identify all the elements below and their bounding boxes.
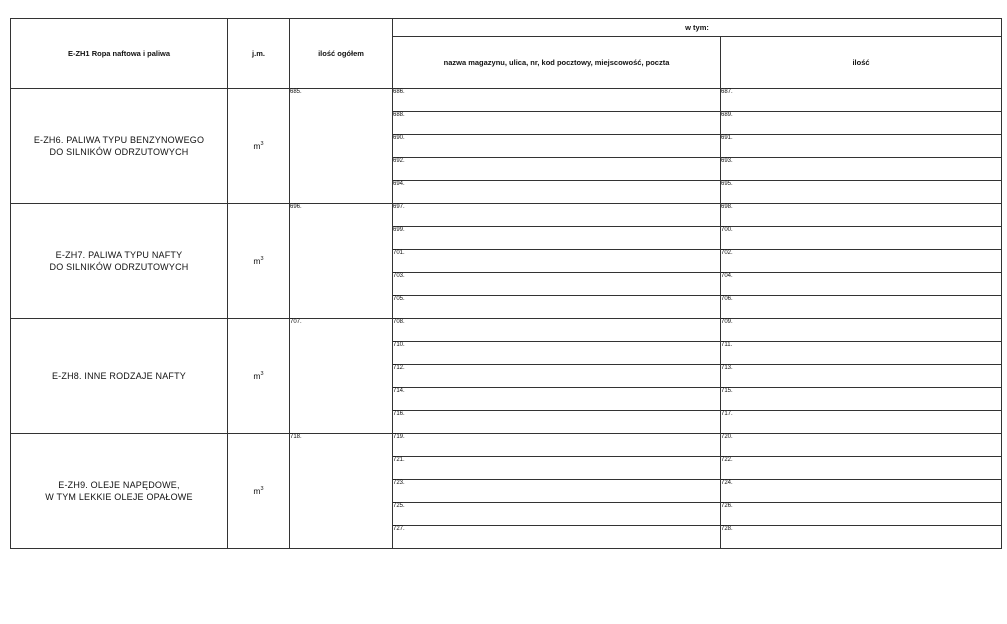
location-field[interactable] bbox=[393, 89, 721, 112]
location-field[interactable] bbox=[393, 227, 721, 250]
location-field[interactable] bbox=[393, 250, 721, 273]
category-name bbox=[11, 434, 228, 549]
field-number: 727. bbox=[393, 526, 405, 532]
field-number: 698. bbox=[721, 204, 733, 210]
field-number: 722. bbox=[721, 457, 733, 463]
field-number: 697. bbox=[393, 204, 405, 210]
location-field[interactable] bbox=[393, 411, 721, 434]
field-number: 717. bbox=[721, 411, 733, 417]
field-number: 685. bbox=[290, 89, 302, 95]
unit-label: m bbox=[253, 486, 261, 496]
location-field[interactable] bbox=[393, 434, 721, 457]
field-number: 700. bbox=[721, 227, 733, 233]
header-quantity: ilość bbox=[721, 37, 1002, 89]
location-field[interactable] bbox=[393, 158, 721, 181]
quantity-field[interactable] bbox=[721, 480, 1002, 503]
field-number: 726. bbox=[721, 503, 733, 509]
field-number: 716. bbox=[393, 411, 405, 417]
field-number: 691. bbox=[721, 135, 733, 141]
header-group-of-which: w tym: bbox=[393, 19, 1002, 37]
table-row bbox=[11, 319, 1002, 342]
quantity-field[interactable] bbox=[721, 296, 1002, 319]
field-number: 690. bbox=[393, 135, 405, 141]
location-field[interactable] bbox=[393, 388, 721, 411]
table-row bbox=[11, 434, 1002, 457]
field-number: 710. bbox=[393, 342, 405, 348]
quantity-field[interactable] bbox=[721, 342, 1002, 365]
quantity-field[interactable] bbox=[721, 112, 1002, 135]
category-name-line1: E-ZH7. PALIWA TYPU NAFTY bbox=[55, 250, 183, 260]
field-number: 718. bbox=[290, 434, 302, 440]
field-number: 707. bbox=[290, 319, 302, 325]
quantity-field[interactable] bbox=[721, 365, 1002, 388]
field-number: 694. bbox=[393, 181, 405, 187]
field-number: 702. bbox=[721, 250, 733, 256]
quantity-field[interactable] bbox=[721, 204, 1002, 227]
quantity-field[interactable] bbox=[721, 388, 1002, 411]
location-field[interactable] bbox=[393, 457, 721, 480]
field-number: 692. bbox=[393, 158, 405, 164]
location-field[interactable] bbox=[393, 181, 721, 204]
field-number: 701. bbox=[393, 250, 405, 256]
location-field[interactable] bbox=[393, 480, 721, 503]
category-name bbox=[11, 89, 228, 204]
field-number: 713. bbox=[721, 365, 733, 371]
table-body bbox=[11, 89, 1002, 549]
unit-cell bbox=[228, 319, 290, 434]
unit-exponent: 3 bbox=[260, 256, 264, 263]
location-field[interactable] bbox=[393, 296, 721, 319]
unit-cell bbox=[228, 89, 290, 204]
total-quantity-field[interactable] bbox=[290, 434, 393, 549]
quantity-field[interactable] bbox=[721, 250, 1002, 273]
field-number: 705. bbox=[393, 296, 405, 302]
field-number: 696. bbox=[290, 204, 302, 210]
unit-cell bbox=[228, 204, 290, 319]
quantity-field[interactable] bbox=[721, 411, 1002, 434]
field-number: 725. bbox=[393, 503, 405, 509]
field-number: 708. bbox=[393, 319, 405, 325]
quantity-field[interactable] bbox=[721, 227, 1002, 250]
field-number: 688. bbox=[393, 112, 405, 118]
total-quantity-field[interactable] bbox=[290, 319, 393, 434]
category-name bbox=[11, 204, 228, 319]
total-quantity-field[interactable] bbox=[290, 204, 393, 319]
location-field[interactable] bbox=[393, 204, 721, 227]
category-name-line1: E-ZH6. PALIWA TYPU BENZYNOWEGO bbox=[33, 135, 205, 145]
quantity-field[interactable] bbox=[721, 158, 1002, 181]
unit-exponent: 3 bbox=[260, 371, 264, 378]
field-number: 699. bbox=[393, 227, 405, 233]
field-number: 686. bbox=[393, 89, 405, 95]
location-field[interactable] bbox=[393, 112, 721, 135]
unit-exponent: 3 bbox=[260, 141, 264, 148]
field-number: 712. bbox=[393, 365, 405, 371]
unit-exponent: 3 bbox=[260, 486, 264, 493]
field-number: 721. bbox=[393, 457, 405, 463]
header-total: ilość ogółem bbox=[290, 19, 393, 89]
category-name-line2: W TYM LEKKIE OLEJE OPAŁOWE bbox=[45, 492, 193, 502]
field-number: 687. bbox=[721, 89, 733, 95]
quantity-field[interactable] bbox=[721, 434, 1002, 457]
quantity-field[interactable] bbox=[721, 89, 1002, 112]
category-name-line1: E-ZH8. INNE RODZAJE NAFTY bbox=[51, 371, 186, 381]
field-number: 689. bbox=[721, 112, 733, 118]
field-number: 728. bbox=[721, 526, 733, 532]
quantity-field[interactable] bbox=[721, 503, 1002, 526]
field-number: 715. bbox=[721, 388, 733, 394]
quantity-field[interactable] bbox=[721, 135, 1002, 158]
field-number: 703. bbox=[393, 273, 405, 279]
location-field[interactable] bbox=[393, 319, 721, 342]
field-number: 695. bbox=[721, 181, 733, 187]
unit-label: m bbox=[253, 141, 261, 151]
location-field[interactable] bbox=[393, 135, 721, 158]
field-number: 724. bbox=[721, 480, 733, 486]
total-quantity-field[interactable] bbox=[290, 89, 393, 204]
location-field[interactable] bbox=[393, 526, 721, 549]
unit-cell bbox=[228, 434, 290, 549]
location-field[interactable] bbox=[393, 503, 721, 526]
location-field[interactable] bbox=[393, 365, 721, 388]
field-number: 709. bbox=[721, 319, 733, 325]
quantity-field[interactable] bbox=[721, 319, 1002, 342]
category-name-line2: DO SILNIKÓW ODRZUTOWYCH bbox=[49, 147, 189, 157]
quantity-field[interactable] bbox=[721, 526, 1002, 549]
fuel-storage-table bbox=[10, 18, 1002, 549]
field-number: 719. bbox=[393, 434, 405, 440]
field-number: 723. bbox=[393, 480, 405, 486]
category-name-line2: DO SILNIKÓW ODRZUTOWYCH bbox=[49, 262, 189, 272]
header-category: E-ZH1 Ropa naftowa i paliwa bbox=[11, 19, 228, 89]
unit-label: m bbox=[253, 371, 261, 381]
quantity-field[interactable] bbox=[721, 181, 1002, 204]
field-number: 693. bbox=[721, 158, 733, 164]
quantity-field[interactable] bbox=[721, 273, 1002, 296]
field-number: 706. bbox=[721, 296, 733, 302]
location-field[interactable] bbox=[393, 273, 721, 296]
table-row bbox=[11, 89, 1002, 112]
field-number: 714. bbox=[393, 388, 405, 394]
table-row bbox=[11, 204, 1002, 227]
header-unit: j.m. bbox=[228, 19, 290, 89]
field-number: 711. bbox=[721, 342, 733, 348]
category-name-line1: E-ZH9. OLEJE NAPĘDOWE, bbox=[58, 480, 180, 490]
header-location: nazwa magazynu, ulica, nr, kod pocztowy, miejscowość, poczta bbox=[393, 37, 721, 89]
location-field[interactable] bbox=[393, 342, 721, 365]
field-number: 704. bbox=[721, 273, 733, 279]
unit-label: m bbox=[253, 256, 261, 266]
field-number: 720. bbox=[721, 434, 733, 440]
quantity-field[interactable] bbox=[721, 457, 1002, 480]
category-name bbox=[11, 319, 228, 434]
